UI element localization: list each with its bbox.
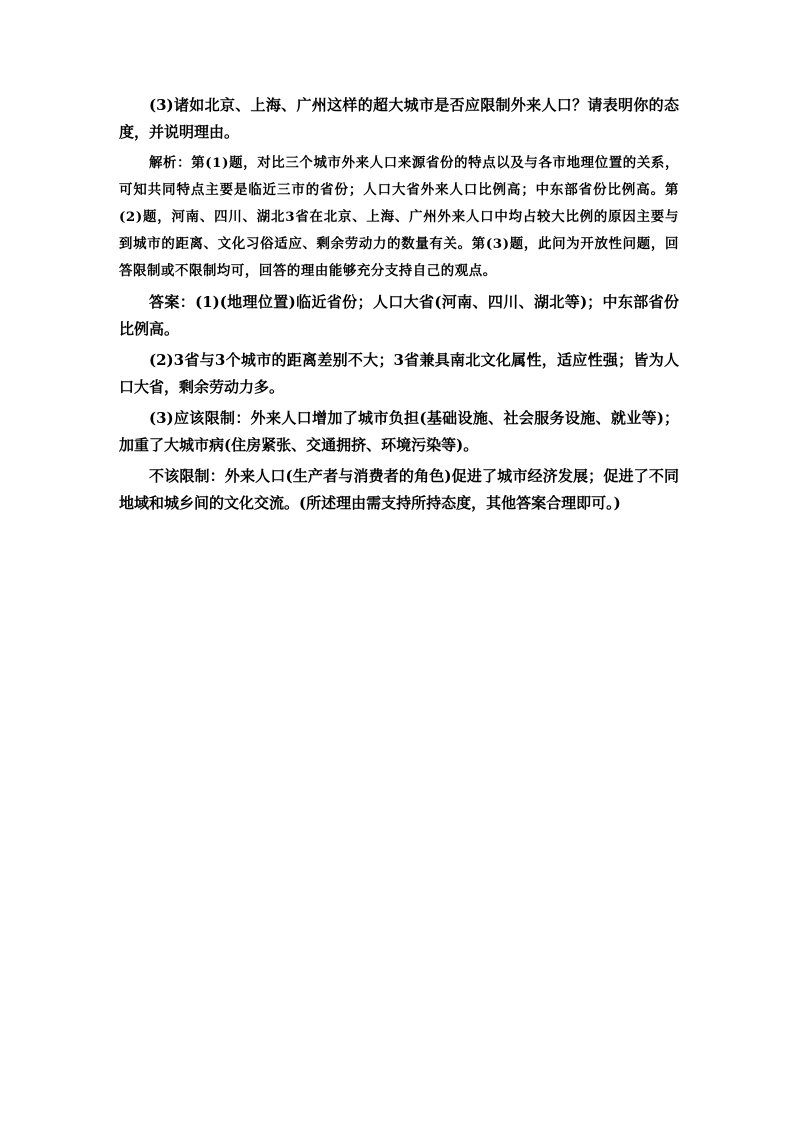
answer-part-1-text: (1)(地理位置)临近省份；人口大省(河南、四川、湖北等)；中东部省份比例高。 — [119, 293, 679, 338]
document-page — [119, 92, 679, 517]
analysis-paragraph — [119, 150, 679, 285]
question-3: (3)诸如北京、上海、广州这样的超大城市是否应限制外来人口？请表明你的态度，并说明理由。 — [119, 96, 679, 141]
answer-part-2: (2)3省与3个城市的距离差别不大；3省兼具南北文化属性，适应性强；皆为人口大省，剩余劳动力多。 — [119, 351, 679, 396]
analysis-text: 第(1)题，对比三个城市外来人口来源省份的特点以及与各市地理位置的关系，可知共同特点主要是临近三市的省份；人口大省外来人口比例高；中东部省份比例高。第(2)题，河南、四川、湖北3省在北京、上海、广州外来人口中均占较大比例的原因主要与到城市的距离、文化习俗适应、剩余劳动力的数量有关。第(3)题，此问为开放性问题，回答限制或不限制均可，回答的理由能够充分支持自己的观点。 — [119, 155, 679, 279]
answer-part-4: 不该限制：外来人口(生产者与消费者的角色)促进了城市经济发展；促进了不同地域和城乡间的文化交流。(所述理由需支持所持态度，其他答案合理即可。) — [119, 467, 679, 512]
analysis-label: 解析： — [149, 155, 192, 171]
answer-part-1 — [119, 289, 679, 343]
answer-part-3: (3)应该限制：外来人口增加了城市负担(基础设施、社会服务设施、就业等)；加重了大城市病(住房紧张、交通拥挤、环境污染等)。 — [119, 409, 679, 454]
answer-label: 答案： — [149, 293, 196, 311]
